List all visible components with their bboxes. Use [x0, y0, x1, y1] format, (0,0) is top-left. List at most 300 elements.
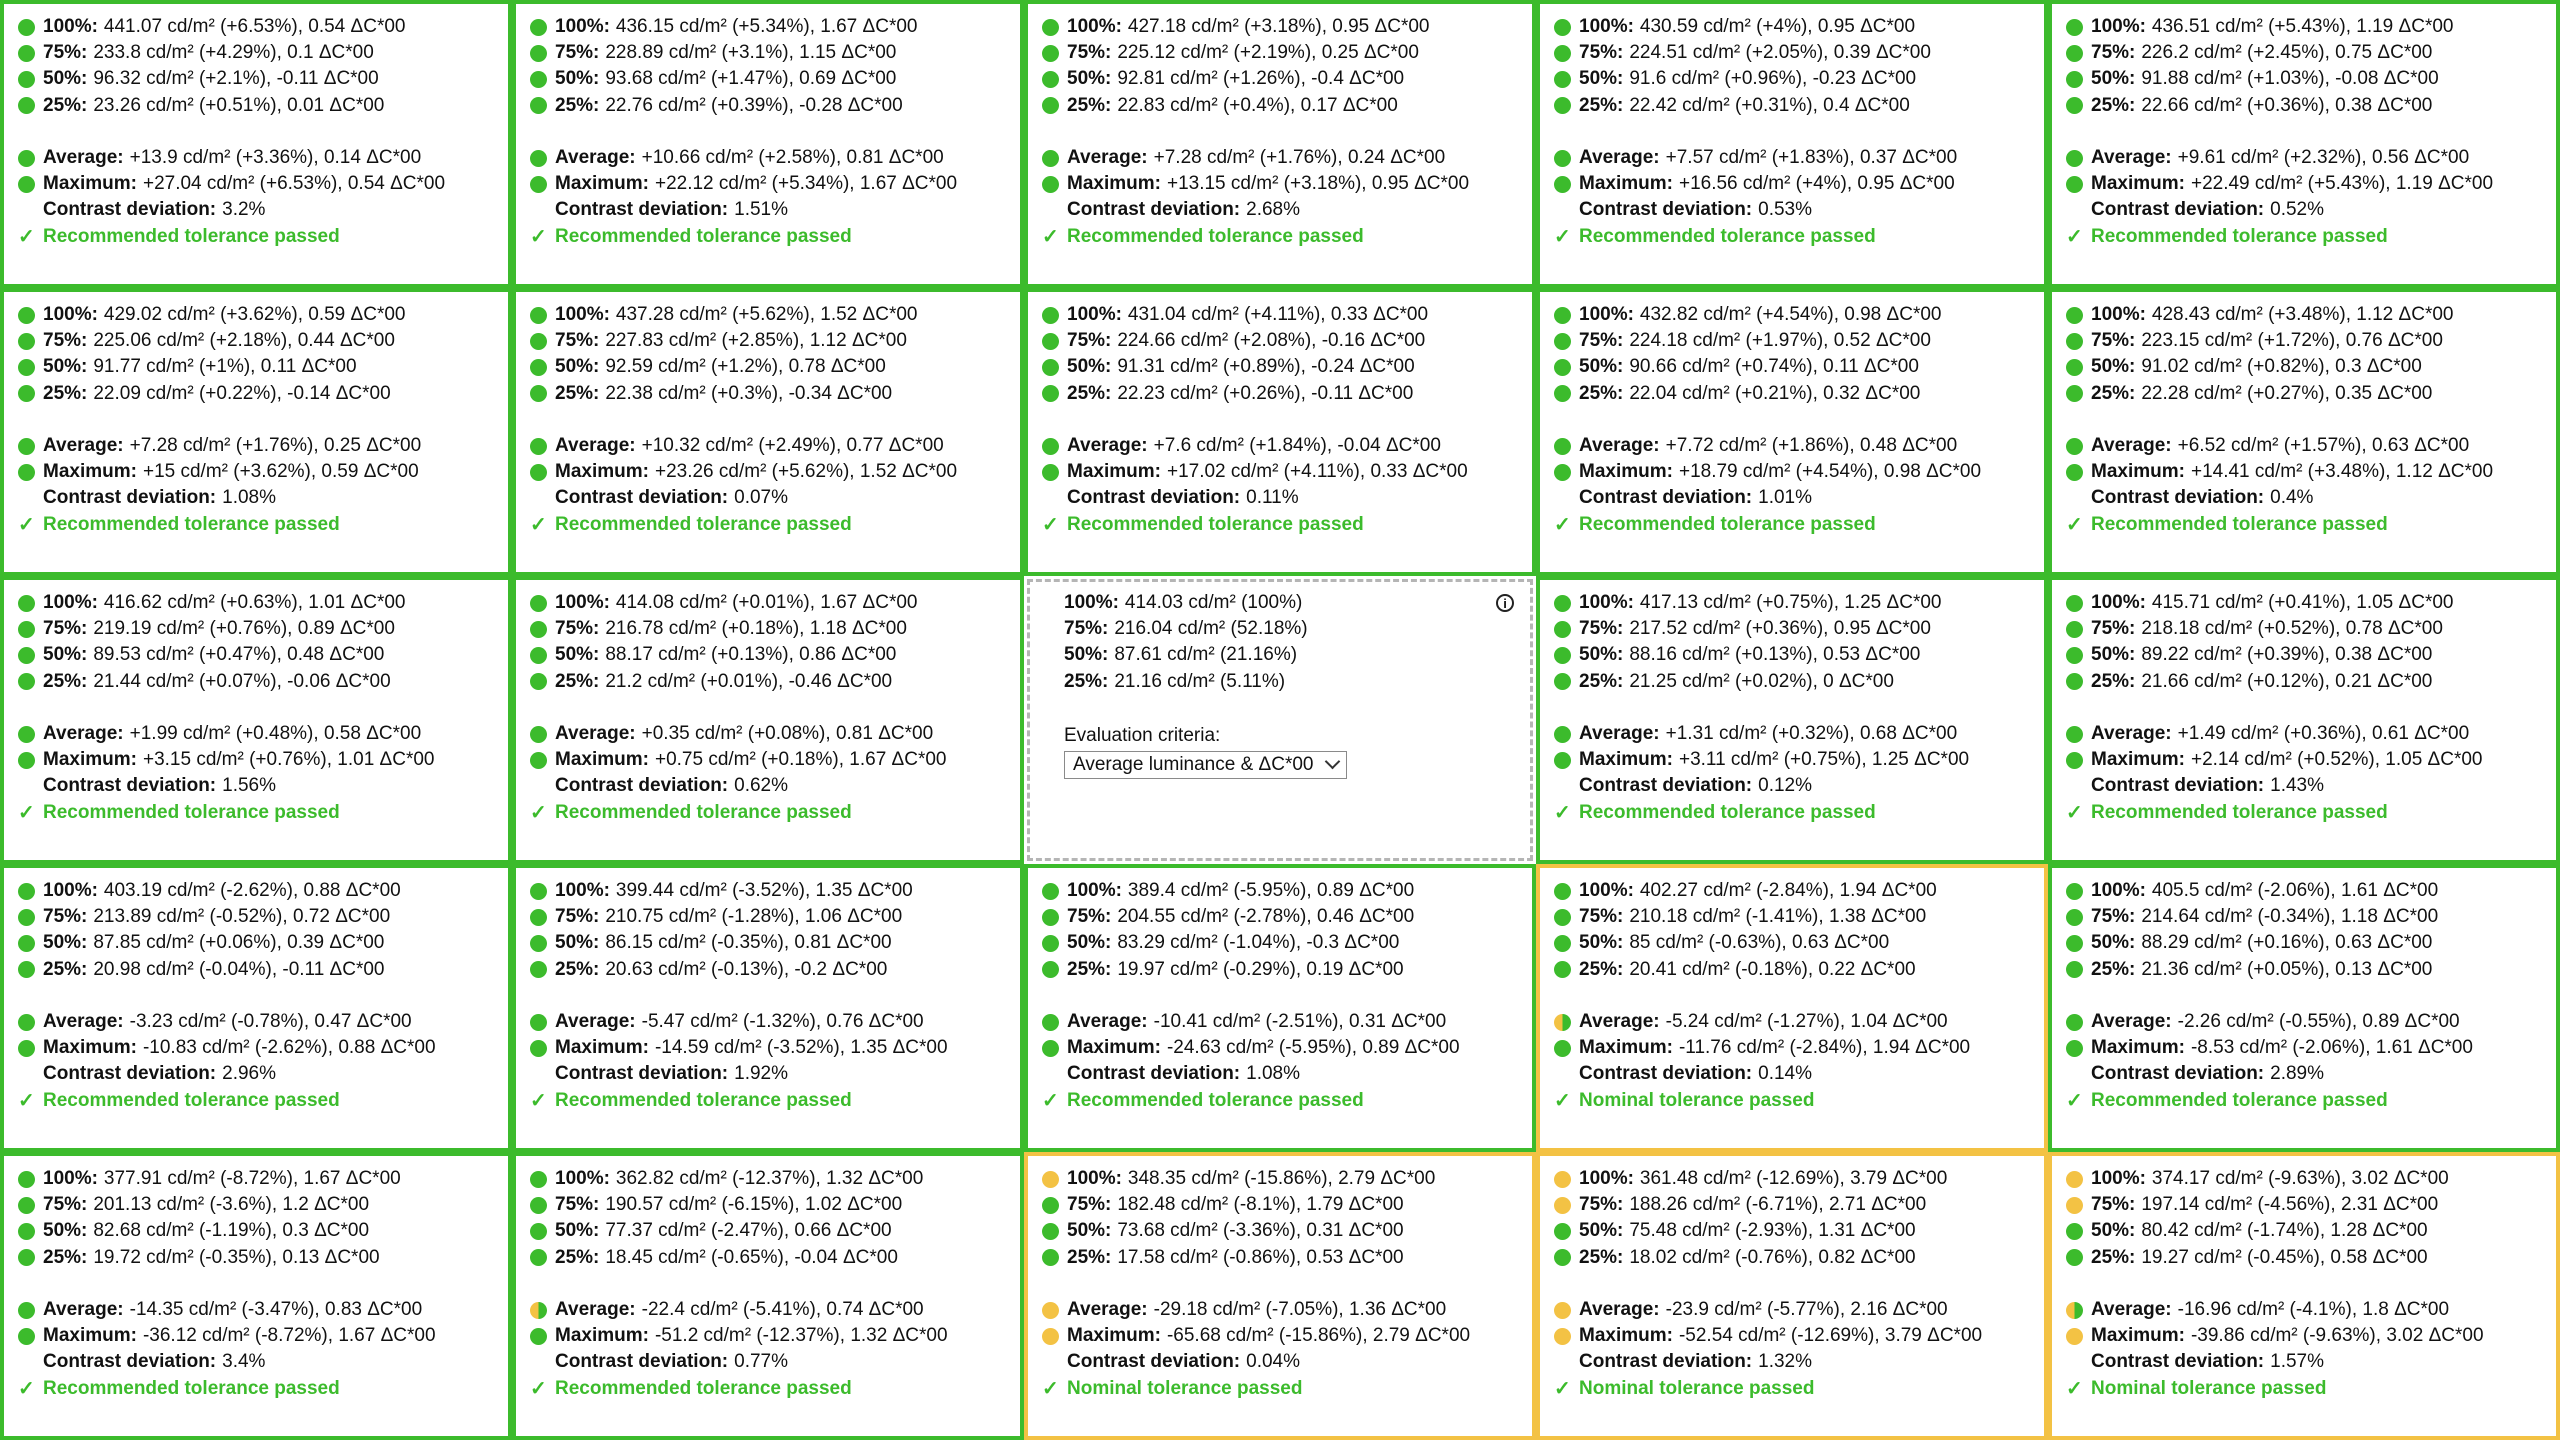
status-dot-icon	[1042, 1171, 1059, 1188]
average-value: -2.26 cd/m² (-0.55%), 0.89 ΔC*00	[2177, 1010, 2460, 1032]
maximum-row	[1042, 459, 1532, 485]
level-value: 377.91 cd/m² (-8.72%), 1.67 ΔC*00	[103, 1168, 401, 1189]
level-row	[18, 590, 508, 616]
tolerance-status: Recommended tolerance passed	[1579, 225, 1876, 247]
evaluation-criteria-label: Evaluation criteria:	[1064, 724, 1221, 746]
contrast-label: Contrast deviation:	[2091, 1063, 2265, 1085]
chevron-down-icon	[1325, 754, 1341, 770]
average-row	[1042, 1009, 1532, 1035]
status-dot-icon	[530, 1249, 547, 1266]
level-value: 75.48 cd/m² (-2.93%), 1.31 ΔC*00	[1629, 1220, 1916, 1242]
level-row	[1042, 904, 1532, 930]
status-dot-icon	[2066, 438, 2083, 455]
maximum-value: +2.14 cd/m² (+0.52%), 1.05 ΔC*00	[2190, 749, 2483, 771]
check-icon: ✓	[18, 1089, 35, 1112]
status-dot-icon	[530, 961, 547, 978]
level-value: 91.88 cd/m² (+1.03%), -0.08 ΔC*00	[2141, 68, 2439, 90]
status-dot-icon	[530, 673, 547, 690]
level-row	[2066, 381, 2556, 407]
contrast-value: 3.2%	[222, 199, 266, 221]
spacer	[1042, 1271, 1532, 1297]
tolerance-status-row	[2066, 1376, 2556, 1402]
status-dot-icon	[1554, 595, 1571, 612]
tolerance-status-row	[18, 1376, 508, 1402]
reference-row	[1064, 642, 1530, 668]
status-dot-icon	[18, 1014, 35, 1031]
status-dot-icon	[1554, 307, 1571, 324]
level-value: 83.29 cd/m² (-1.04%), -0.3 ΔC*00	[1117, 932, 1400, 954]
status-dot-icon	[530, 726, 547, 743]
level-label: 50%:	[1579, 932, 1624, 954]
tolerance-status-row	[530, 800, 1020, 826]
measurement-cell	[512, 1152, 1024, 1440]
level-value: 22.66 cd/m² (+0.36%), 0.38 ΔC*00	[2141, 94, 2433, 116]
level-label: 100%:	[1064, 592, 1119, 613]
status-dot-icon	[18, 1197, 35, 1214]
status-dot-icon	[2066, 1197, 2083, 1214]
average-value: +7.57 cd/m² (+1.83%), 0.37 ΔC*00	[1665, 146, 1958, 168]
maximum-value: -65.68 cd/m² (-15.86%), 2.79 ΔC*00	[1166, 1325, 1471, 1347]
status-dot-icon	[530, 97, 547, 114]
average-label: Average:	[2091, 434, 2172, 456]
maximum-value: +3.15 cd/m² (+0.76%), 1.01 ΔC*00	[142, 749, 435, 771]
maximum-row	[1554, 1035, 2044, 1061]
level-value: 22.42 cd/m² (+0.31%), 0.4 ΔC*00	[1629, 94, 1910, 116]
spacer	[1554, 407, 2044, 433]
contrast-value: 1.08%	[222, 487, 276, 509]
status-dot-icon	[2066, 19, 2083, 36]
status-dot-icon	[2066, 71, 2083, 88]
contrast-label: Contrast deviation:	[1067, 1351, 1241, 1373]
level-label: 25%:	[43, 1246, 88, 1268]
level-value: 19.72 cd/m² (-0.35%), 0.13 ΔC*00	[93, 1246, 380, 1268]
status-dot-icon	[1554, 752, 1571, 769]
status-dot-icon	[1554, 883, 1571, 900]
level-row	[1554, 1192, 2044, 1218]
level-row	[2066, 93, 2556, 119]
measurement-cell	[1024, 1152, 1536, 1440]
check-icon: ✓	[18, 225, 35, 248]
status-dot-icon	[2066, 464, 2083, 481]
level-value: 87.85 cd/m² (+0.06%), 0.39 ΔC*00	[93, 932, 385, 954]
level-value: 21.36 cd/m² (+0.05%), 0.13 ΔC*00	[2141, 958, 2433, 980]
maximum-label: Maximum:	[555, 1037, 649, 1059]
level-value: 88.29 cd/m² (+0.16%), 0.63 ΔC*00	[2141, 932, 2433, 954]
level-label: 50%:	[1579, 644, 1624, 666]
level-value: 20.98 cd/m² (-0.04%), -0.11 ΔC*00	[93, 958, 385, 980]
tolerance-status-row	[530, 512, 1020, 538]
maximum-label: Maximum:	[2091, 461, 2185, 483]
level-label: 50%:	[2091, 932, 2136, 954]
contrast-row	[2066, 197, 2556, 223]
tolerance-status-row	[1042, 224, 1532, 250]
status-dot-icon	[530, 621, 547, 638]
level-label: 50%:	[555, 68, 600, 90]
level-row	[1042, 93, 1532, 119]
contrast-row	[2066, 773, 2556, 799]
level-label: 100%:	[1579, 880, 1634, 901]
tolerance-status: Recommended tolerance passed	[1067, 225, 1364, 247]
average-label: Average:	[555, 434, 636, 456]
status-dot-icon	[18, 1302, 35, 1319]
maximum-row	[1042, 1035, 1532, 1061]
level-row	[18, 354, 508, 380]
status-dot-icon	[1042, 150, 1059, 167]
level-value: 91.02 cd/m² (+0.82%), 0.3 ΔC*00	[2141, 356, 2422, 378]
level-value: 21.2 cd/m² (+0.01%), -0.46 ΔC*00	[605, 670, 893, 692]
measurement-cell	[1536, 1152, 2048, 1440]
status-dot-icon	[18, 909, 35, 926]
status-dot-icon	[1554, 726, 1571, 743]
spacer	[530, 695, 1020, 721]
status-dot-icon	[530, 1014, 547, 1031]
level-value: 416.62 cd/m² (+0.63%), 1.01 ΔC*00	[103, 592, 406, 613]
level-label: 75%:	[555, 906, 600, 928]
status-dot-icon	[18, 97, 35, 114]
level-row	[1554, 1245, 2044, 1271]
level-value: 23.26 cd/m² (+0.51%), 0.01 ΔC*00	[93, 94, 385, 116]
level-value: 22.28 cd/m² (+0.27%), 0.35 ΔC*00	[2141, 382, 2433, 404]
tolerance-status-row	[1554, 1376, 2044, 1402]
level-row	[2066, 878, 2556, 904]
average-row	[530, 721, 1020, 747]
level-row	[2066, 1192, 2556, 1218]
status-dot-icon	[530, 752, 547, 769]
tolerance-status-row	[1554, 800, 2044, 826]
average-label: Average:	[1067, 146, 1148, 168]
level-row	[1042, 354, 1532, 380]
level-value: 182.48 cd/m² (-8.1%), 1.79 ΔC*00	[1117, 1194, 1404, 1216]
evaluation-criteria-select[interactable]	[1064, 751, 1347, 779]
maximum-value: +16.56 cd/m² (+4%), 0.95 ΔC*00	[1678, 173, 1955, 195]
maximum-label: Maximum:	[1579, 1325, 1673, 1347]
maximum-row	[1042, 1323, 1532, 1349]
status-dot-icon	[1042, 1328, 1059, 1345]
level-value: 96.32 cd/m² (+2.1%), -0.11 ΔC*00	[93, 68, 379, 90]
contrast-value: 0.11%	[1246, 487, 1299, 509]
tolerance-status-row	[1042, 512, 1532, 538]
contrast-value: 1.01%	[1758, 487, 1812, 509]
level-row	[530, 1166, 1020, 1192]
measurement-cell	[1536, 288, 2048, 576]
average-value: +0.35 cd/m² (+0.08%), 0.81 ΔC*00	[641, 722, 934, 744]
status-dot-icon	[2066, 621, 2083, 638]
check-icon: ✓	[1554, 1377, 1571, 1400]
maximum-value: +0.75 cd/m² (+0.18%), 1.67 ΔC*00	[654, 749, 947, 771]
tolerance-status-row	[530, 224, 1020, 250]
contrast-label: Contrast deviation:	[2091, 199, 2265, 221]
average-value: -23.9 cd/m² (-5.77%), 2.16 ΔC*00	[1665, 1298, 1948, 1320]
tolerance-status-row	[18, 224, 508, 250]
level-row	[18, 14, 508, 40]
status-dot-icon	[1554, 1249, 1571, 1266]
level-row	[18, 381, 508, 407]
level-row	[1554, 957, 2044, 983]
average-row	[2066, 1297, 2556, 1323]
average-row	[18, 721, 508, 747]
level-label: 100%:	[555, 1168, 610, 1189]
tolerance-status: Nominal tolerance passed	[2091, 1377, 2327, 1399]
level-label: 50%:	[2091, 68, 2136, 90]
level-label: 100%:	[2091, 304, 2146, 325]
level-label: 50%:	[1064, 644, 1109, 666]
tolerance-status: Recommended tolerance passed	[555, 225, 852, 247]
status-dot-icon	[530, 45, 547, 62]
level-label: 75%:	[555, 1194, 600, 1216]
maximum-value: -39.86 cd/m² (-9.63%), 3.02 ΔC*00	[2190, 1325, 2484, 1347]
level-value: 403.19 cd/m² (-2.62%), 0.88 ΔC*00	[103, 880, 401, 901]
level-label: 100%:	[43, 1168, 98, 1189]
maximum-value: -36.12 cd/m² (-8.72%), 1.67 ΔC*00	[142, 1325, 436, 1347]
average-label: Average:	[43, 146, 124, 168]
status-dot-icon	[1042, 961, 1059, 978]
level-row	[18, 642, 508, 668]
status-dot-icon	[1042, 935, 1059, 952]
level-label: 75%:	[2091, 906, 2136, 928]
level-value: 22.04 cd/m² (+0.21%), 0.32 ΔC*00	[1629, 382, 1921, 404]
measurement-cell	[1536, 0, 2048, 288]
status-dot-icon	[18, 438, 35, 455]
maximum-row	[1554, 1323, 2044, 1349]
level-value: 362.82 cd/m² (-12.37%), 1.32 ΔC*00	[615, 1168, 924, 1189]
level-row	[2066, 1218, 2556, 1244]
level-row	[1554, 1166, 2044, 1192]
maximum-label: Maximum:	[1579, 749, 1673, 771]
average-row	[1554, 433, 2044, 459]
level-label: 25%:	[1067, 382, 1112, 404]
measurement-cell	[1024, 0, 1536, 288]
level-value: 437.28 cd/m² (+5.62%), 1.52 ΔC*00	[615, 304, 918, 325]
status-dot-icon	[18, 71, 35, 88]
level-value: 225.06 cd/m² (+2.18%), 0.44 ΔC*00	[93, 330, 395, 352]
status-dot-icon	[1042, 1040, 1059, 1057]
status-dot-icon	[2066, 726, 2083, 743]
check-icon: ✓	[1554, 513, 1571, 536]
status-dot-icon	[1554, 19, 1571, 36]
level-row	[2066, 14, 2556, 40]
average-row	[2066, 721, 2556, 747]
average-value: +6.52 cd/m² (+1.57%), 0.63 ΔC*00	[2177, 434, 2470, 456]
status-dot-icon	[2066, 1223, 2083, 1240]
level-label: 75%:	[1064, 618, 1109, 640]
level-row	[530, 930, 1020, 956]
level-value: 389.4 cd/m² (-5.95%), 0.89 ΔC*00	[1127, 880, 1415, 901]
status-dot-icon	[530, 333, 547, 350]
level-value: 226.2 cd/m² (+2.45%), 0.75 ΔC*00	[2141, 42, 2433, 64]
level-value: 399.44 cd/m² (-3.52%), 1.35 ΔC*00	[615, 880, 913, 901]
level-row	[1554, 40, 2044, 66]
average-value: -5.47 cd/m² (-1.32%), 0.76 ΔC*00	[641, 1010, 924, 1032]
level-row	[18, 878, 508, 904]
maximum-value: -11.76 cd/m² (-2.84%), 1.94 ΔC*00	[1678, 1037, 1971, 1059]
level-value: 436.51 cd/m² (+5.43%), 1.19 ΔC*00	[2151, 16, 2454, 37]
level-label: 25%:	[43, 382, 88, 404]
level-label: 100%:	[1579, 16, 1634, 37]
level-label: 50%:	[1067, 356, 1112, 378]
level-label: 50%:	[1067, 68, 1112, 90]
status-dot-icon	[1042, 359, 1059, 376]
tolerance-status: Recommended tolerance passed	[555, 1089, 852, 1111]
spacer	[18, 119, 508, 145]
level-value: 20.41 cd/m² (-0.18%), 0.22 ΔC*00	[1629, 958, 1916, 980]
level-value: 90.66 cd/m² (+0.74%), 0.11 ΔC*00	[1629, 356, 1919, 378]
info-icon[interactable]: i	[1496, 594, 1514, 612]
level-label: 75%:	[43, 618, 88, 640]
level-label: 75%:	[43, 42, 88, 64]
level-label: 100%:	[2091, 880, 2146, 901]
maximum-row	[2066, 747, 2556, 773]
tolerance-status: Recommended tolerance passed	[2091, 1089, 2388, 1111]
level-row	[1042, 930, 1532, 956]
check-icon: ✓	[1042, 225, 1059, 248]
check-icon: ✓	[1042, 1377, 1059, 1400]
spacer	[530, 1271, 1020, 1297]
contrast-row	[1554, 1061, 2044, 1087]
average-label: Average:	[43, 722, 124, 744]
level-label: 50%:	[555, 644, 600, 666]
level-label: 100%:	[555, 16, 610, 37]
check-icon: ✓	[18, 801, 35, 824]
level-value: 91.31 cd/m² (+0.89%), -0.24 ΔC*00	[1117, 356, 1415, 378]
average-label: Average:	[1067, 434, 1148, 456]
maximum-row	[18, 459, 508, 485]
contrast-label: Contrast deviation:	[43, 1351, 217, 1373]
status-dot-icon	[18, 1223, 35, 1240]
measurement-cell	[0, 576, 512, 864]
level-row	[2066, 354, 2556, 380]
average-label: Average:	[1579, 1010, 1660, 1032]
level-value: 228.89 cd/m² (+3.1%), 1.15 ΔC*00	[605, 42, 897, 64]
level-value: 201.13 cd/m² (-3.6%), 1.2 ΔC*00	[93, 1194, 370, 1216]
check-icon: ✓	[2066, 513, 2083, 536]
maximum-label: Maximum:	[555, 173, 649, 195]
contrast-value: 0.77%	[734, 1351, 788, 1373]
contrast-value: 1.92%	[734, 1063, 788, 1085]
average-label: Average:	[43, 1010, 124, 1032]
contrast-row	[1554, 1349, 2044, 1375]
level-label: 100%:	[1067, 880, 1122, 901]
level-value: 210.18 cd/m² (-1.41%), 1.38 ΔC*00	[1629, 906, 1927, 928]
level-value: 414.03 cd/m² (100%)	[1124, 592, 1303, 613]
contrast-row	[18, 1349, 508, 1375]
level-label: 75%:	[1579, 1194, 1624, 1216]
contrast-label: Contrast deviation:	[1579, 775, 1753, 797]
average-value: +9.61 cd/m² (+2.32%), 0.56 ΔC*00	[2177, 146, 2470, 168]
level-value: 374.17 cd/m² (-9.63%), 3.02 ΔC*00	[2151, 1168, 2449, 1189]
level-row	[2066, 1245, 2556, 1271]
measurement-cell	[512, 864, 1024, 1152]
maximum-row	[18, 1035, 508, 1061]
status-dot-icon	[2066, 1328, 2083, 1345]
status-dot-icon	[18, 1171, 35, 1188]
level-label: 75%:	[2091, 42, 2136, 64]
contrast-row	[1042, 485, 1532, 511]
maximum-label: Maximum:	[1579, 461, 1673, 483]
level-label: 100%:	[2091, 1168, 2146, 1189]
status-dot-icon	[1042, 176, 1059, 193]
contrast-label: Contrast deviation:	[1067, 1063, 1241, 1085]
status-dot-icon	[530, 307, 547, 324]
maximum-value: +18.79 cd/m² (+4.54%), 0.98 ΔC*00	[1678, 461, 1982, 483]
level-label: 75%:	[2091, 330, 2136, 352]
check-icon: ✓	[530, 1089, 547, 1112]
level-row	[530, 878, 1020, 904]
contrast-label: Contrast deviation:	[1579, 1351, 1753, 1373]
level-value: 19.27 cd/m² (-0.45%), 0.58 ΔC*00	[2141, 1246, 2428, 1268]
level-row	[530, 93, 1020, 119]
level-row	[1554, 354, 2044, 380]
level-label: 75%:	[43, 1194, 88, 1216]
maximum-value: +22.49 cd/m² (+5.43%), 1.19 ΔC*00	[2190, 173, 2494, 195]
average-label: Average:	[1067, 1298, 1148, 1320]
measurement-cell	[0, 864, 512, 1152]
maximum-value: +13.15 cd/m² (+3.18%), 0.95 ΔC*00	[1166, 173, 1470, 195]
level-value: 80.42 cd/m² (-1.74%), 1.28 ΔC*00	[2141, 1220, 2428, 1242]
status-dot-icon	[530, 176, 547, 193]
level-value: 188.26 cd/m² (-6.71%), 2.71 ΔC*00	[1629, 1194, 1927, 1216]
level-value: 204.55 cd/m² (-2.78%), 0.46 ΔC*00	[1117, 906, 1415, 928]
average-row	[1554, 145, 2044, 171]
status-dot-icon	[1042, 1249, 1059, 1266]
status-dot-icon	[1554, 961, 1571, 978]
level-value: 85 cd/m² (-0.63%), 0.63 ΔC*00	[1629, 932, 1890, 954]
level-value: 415.71 cd/m² (+0.41%), 1.05 ΔC*00	[2151, 592, 2454, 613]
level-label: 100%:	[1067, 1168, 1122, 1189]
contrast-value: 1.57%	[2270, 1351, 2324, 1373]
status-dot-icon	[530, 385, 547, 402]
status-dot-icon	[18, 45, 35, 62]
check-icon: ✓	[2066, 1089, 2083, 1112]
maximum-label: Maximum:	[1579, 1037, 1673, 1059]
measurement-cell	[1024, 288, 1536, 576]
maximum-row	[2066, 1035, 2556, 1061]
status-dot-icon	[18, 1328, 35, 1345]
tolerance-status: Recommended tolerance passed	[555, 1377, 852, 1399]
level-label: 25%:	[2091, 382, 2136, 404]
level-label: 100%:	[555, 592, 610, 613]
spacer	[2066, 119, 2556, 145]
tolerance-status-row	[1554, 224, 2044, 250]
level-value: 218.18 cd/m² (+0.52%), 0.78 ΔC*00	[2141, 618, 2443, 640]
contrast-value: 1.43%	[2270, 775, 2324, 797]
average-label: Average:	[555, 1010, 636, 1032]
tolerance-status-row	[530, 1376, 1020, 1402]
status-dot-icon	[1554, 647, 1571, 664]
level-label: 50%:	[43, 644, 88, 666]
maximum-value: +15 cd/m² (+3.62%), 0.59 ΔC*00	[142, 461, 419, 483]
average-label: Average:	[1067, 1010, 1148, 1032]
average-label: Average:	[2091, 1298, 2172, 1320]
tolerance-status-row	[2066, 224, 2556, 250]
average-value: +7.6 cd/m² (+1.84%), -0.04 ΔC*00	[1153, 434, 1441, 456]
level-row	[2066, 642, 2556, 668]
status-dot-icon	[2066, 595, 2083, 612]
level-value: 93.68 cd/m² (+1.47%), 0.69 ΔC*00	[605, 68, 897, 90]
maximum-label: Maximum:	[43, 461, 137, 483]
level-row	[530, 14, 1020, 40]
status-dot-icon	[1042, 1014, 1059, 1031]
level-label: 75%:	[1067, 330, 1112, 352]
contrast-row	[1554, 485, 2044, 511]
tolerance-status: Recommended tolerance passed	[555, 801, 852, 823]
average-row	[1554, 721, 2044, 747]
status-dot-icon	[2066, 307, 2083, 324]
check-icon: ✓	[1554, 801, 1571, 824]
status-dot-icon	[18, 307, 35, 324]
spacer	[530, 119, 1020, 145]
measurement-cell	[2048, 0, 2560, 288]
spacer	[1042, 983, 1532, 1009]
